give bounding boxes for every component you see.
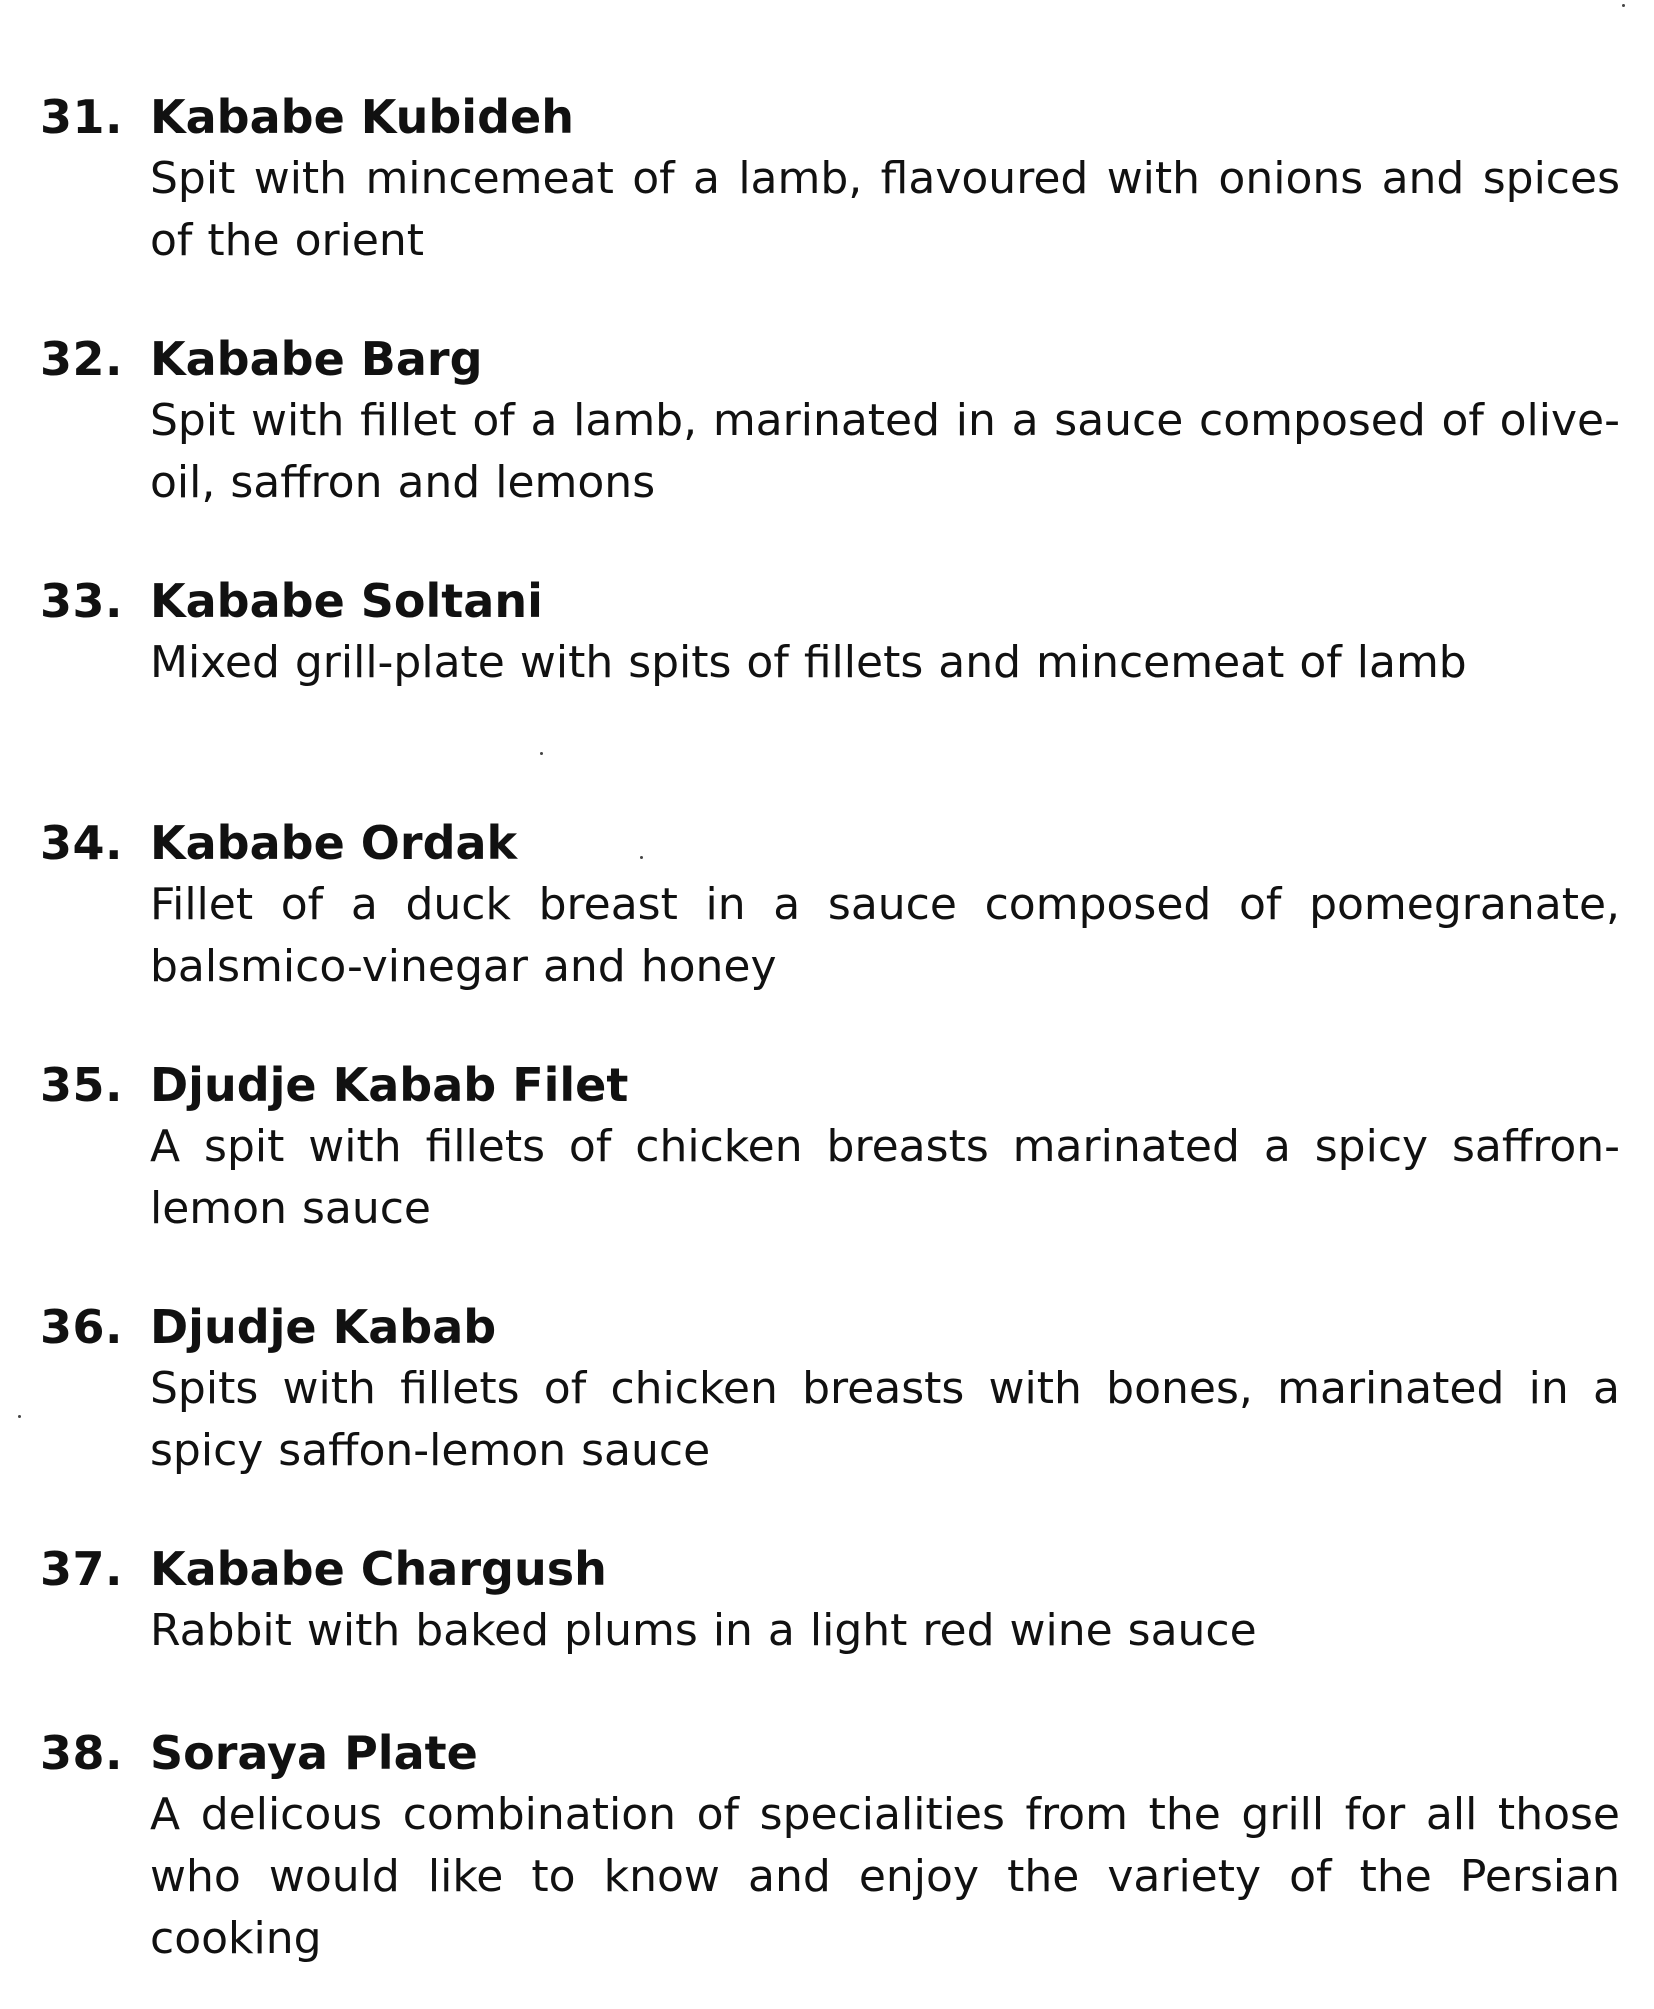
item-title: Kababe Kubideh — [150, 90, 574, 144]
scan-speck — [1622, 4, 1625, 7]
item-title: Kababe Barg — [150, 332, 483, 386]
item-number: 33. — [40, 574, 123, 628]
item-title: Kababe Chargush — [150, 1542, 607, 1596]
item-description: A spit with fillets of chicken breasts marinated a spicy saffron-lemon sauce — [150, 1121, 1620, 1234]
item-description: Mixed grill-plate with spits of fillets and mincemeat of lamb — [150, 637, 1467, 688]
item-description: Rabbit with baked plums in a light red wine sauce — [150, 1605, 1257, 1656]
item-number: 36. — [40, 1300, 123, 1354]
item-description: Spits with fillets of chicken breasts with bones, marinated in a spicy saffon-lemon sauce — [150, 1363, 1620, 1476]
item-number: 31. — [40, 90, 123, 144]
item-number: 38. — [40, 1726, 123, 1780]
scan-speck — [540, 752, 543, 755]
item-description: A delicous combination of specialities from the grill for all those who would like to know and enjoy the variety of the Persian cooking — [150, 1789, 1620, 1964]
item-description: Spit with fillet of a lamb, marinated in a sauce composed of olive-oil, saffron and lemons — [150, 395, 1620, 508]
scan-speck — [640, 856, 643, 859]
item-title: Kababe Soltani — [150, 574, 543, 628]
item-title: Djudje Kabab Filet — [150, 1058, 629, 1112]
item-number: 32. — [40, 332, 123, 386]
item-title: Kababe Ordak — [150, 816, 518, 870]
item-number: 35. — [40, 1058, 123, 1112]
item-description: Spit with mincemeat of a lamb, flavoured with onions and spices of the orient — [150, 153, 1620, 266]
item-description: Fillet of a duck breast in a sauce composed of pomegranate, balsmico-vinegar and honey — [150, 879, 1620, 992]
item-number: 34. — [40, 816, 123, 870]
scan-speck — [18, 1415, 21, 1418]
item-title: Soraya Plate — [150, 1726, 478, 1780]
item-number: 37. — [40, 1542, 123, 1596]
item-title: Djudje Kabab — [150, 1300, 497, 1354]
